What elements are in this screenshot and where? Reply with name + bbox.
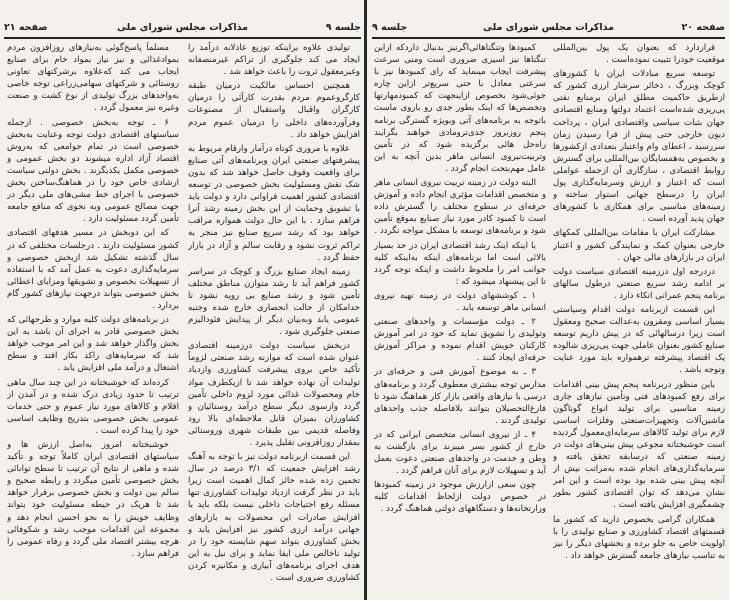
- paragraph: تولیدی علاوه براینکه توزیع عادلانه درآمد را ایجاد می کند جلوگیری از تراکم غیرمنصفانه وغیرمعقول ثروت را باعث خواهد شد .: [188, 43, 360, 78]
- text-column-left: [7, 42, 179, 598]
- paragraph: کمبودها وتنگناهائی‌اگرنیز بدنبال داردکه ازاین تنگناها نیز اسیری ضروری است ومنی سرعت پیشرفت ایجاب مینماید که رای کمبودها نیز با سرعتی معادل با حتی سریع‌تر ازاین چاره جوئی‌شود بخصوص ازاینجهت که کمبودمهارتها وتخصص‌ها که اینک بطور جدی رو باروی ماست باتوجه به برنامه‌های آتی وبویژه گسترگی برنامه پنجم روزبروز جدی‌ترومادی خواهند بگرایند راه‌حل هائی برگزیده شود که در تأمین وتربیت‌نیروی انسانی ماهر بدین آنچه به ‌این عامل مهم‌بتحت انجام گردد .: [374, 43, 546, 174]
- paragraph: مسلماً پاسخ‌گوئی به‌نیازهای روزافزون مردم بموادغذائی و نیز نیاز بمواد خام برای صنایع ایجاب می کند که‌علاوه برشرکتهای تعاونی روستائی و شرکتهای سهامی‌زراعی توجه خاصی به‌واحدهای بزرگ تولیدی از نوع کشت و صنعت وغیره نیز معمول گردد .: [7, 43, 179, 114]
- paragraph: زمینه ایجاد صنایع بزرگ و کوچک در سراسر کشور فراهم آید تا رشد متوازن مناطق مختلف تأمین شود و رشد صنایع بی رویه نشود تا حدامکان از حالت انحصاری خارج شده وجنبه عمومی یابد وبه‌بیان دیگر از پیدایش فئودالیزم صنعتی جلوگیری شود .: [188, 266, 360, 338]
- paragraph: که این دوبخش در مسیر هدفهای اقتصادی کشور مسئولیت دارند . درجلسات مختلفی که در سال گذشته تشکیل شد ازبخش خصوصی و سرمایه‌گذاری دعوت به عمل آمد که با استفاده از تسهیلات بخصوص و تشویقها ومزایای اعطائی بخش خصوصی بتواند درجهت نیازهای کشور گام بردارد .: [7, 228, 179, 311]
- paragraph: ۴ ـ از نیروی انسانی متخصص ایرانی که در خارج از کشور بسر میبرند برای بازگشت به وطن و خدمت در واحدهای صنعتی دعوت بعمل آید و تسهیلات لازم برای آنان فراهم گردد .: [374, 429, 546, 477]
- session-number: جلسه ۹: [372, 22, 408, 33]
- text-column-right: [553, 42, 725, 598]
- paragraph: با اینکه اینک رشد اقتصادی ایران در حد بسیار بالائی است اما برنامه‌های اینکه به‌اینکه کلیه جوانب امر را ملحوظ داشت و اینکه توجه گردد تا این پیشنهاد میشود که :: [374, 240, 546, 287]
- paragraph: در برنامه‌های دولت کلیه موارد و طرحهائی که بخش خصوصی قادر به اجرای آن باشد به این بخش واگذار خواهد شد و این امر موجب خواهد شد که سرمایه‌های راکد بکار افتد و سطح اشتغال و درآمد ملی افزایش یابد .: [7, 315, 179, 374]
- page-number: صفحه ۲۱: [4, 22, 48, 33]
- header-rule: [372, 37, 725, 39]
- paragraph: مشارکت ایران با مقامات بین‌المللی کمکهای خارجی بعنوان کمک و نمایندگی کشور و اعتبار ایران در بازارهای مالی جهان .: [553, 228, 725, 263]
- publication-title: مذاکرات مجلس شورای ملی: [117, 22, 248, 33]
- session-number: جلسه ۹: [325, 22, 361, 33]
- paragraph: همکاران گرامی بخصوص دارید که کشور ما قسمتهای اقتصاد کشاورزی و صنایع تولیدی را با اولویت خاص به جلو برده و بخشهای دیگر را نیز به تناسب نیازهای جامعه گسترش خواهد داد .: [553, 514, 725, 561]
- paragraph: توسعه سریع مبادلات ایران با کشورهای کوچک وبزرگ ، ذخائر سرشار ارزی کشور که ازطریق حاکمیت مطلق ایران برمنابع نفتی پی‌ریزی شده‌است اعتماد دولتها ومنابع اقتصادی جهان بثبات سیاسی واقتصادی ایران ، پرداخت دیون خارجی حتی پیش از فرا رسیدن زمان سررسید ، اعطای وام واعتبار بتعدادی ازکشورها و بخصوص به‌همسایگان بین‌المللی برای گسترش روابط اقتصادی ، سازگاری آن ازجمله عواملی است که اعتبار و ارزش وسرمایه‌گذاری پول ایران را درسطح جهانی استوار ساخته و زمینه‌های مناسبی برای همکاری با کشورهای جهان پدید آورده است .: [553, 69, 725, 225]
- paragraph: ۱ ـ کوششهای دولت در زمینه تهیه نیروی انسانی ماهر توسعه یابد .: [374, 290, 546, 313]
- page-header: [4, 22, 361, 36]
- header-rule: [4, 37, 361, 39]
- paragraph: ۶ ـ توجه به‌بخش خصوصی . ازجمله سیاستهای اقتصادی دولت توجه وعنایت به‌بخش خصوصی است در تمام جوامعی که به‌روش اقتصاد آزاد اداره میشوند دو بخش عمومی و خصوصی مکمل یکدیگرند . بخش دولتی سیاست ارشادی خاص خود را در هماهنگ‌ساختن بخش خصوصی با اجرای خط مشی‌های ملی دیگر در جهت مصالح عمومی وبه نحوی که منافع جامعه تأمین گردد مسئولیت دارد .: [7, 117, 179, 225]
- paragraph: خوشبختانه امروز به‌اصل ارزش ها و سیاستهای اقتصادی ایران کاملاً توجه و تأکید شده و ماهی از نتایج آن ترتیب تا سطح توانائی بخش خصوصی تأمین میگردد و رابطه صحیح و سالم بین دولت و بخش خصوصی برقرار خواهد شد تا هریک در حیطه مسئولیت خود بتواند وظایف خویش را به نحو احسن انجام دهد و مجموعه این اقدامات موجب رشد و شکوفائی هرچه بیشتر اقتصاد ملی گردد و رفاه عمومی را فراهم سازد .: [7, 440, 179, 559]
- right-page: [368, 0, 729, 600]
- paragraph: کرده‌اند که خوشبختانه در این چند سال ماهی ترتیب تا حدود زیادی درک شده و در آمدن از اقلام و کالاهای مورد نیاز عموم و حتی خدمات عمومی بخش خصوصی بتدریج وظایف اساسی خود را پیدا کرده است .: [7, 377, 179, 436]
- paragraph: این قسمت ازبرنامه دولت اقدام وسیاستی بسیار اساسی ومقرون به‌عدالت صحیح ومعقول است زیرا درسالهائی که در پیش داریم توسعه صنایع کشور بعنوان عاملی جهت پی‌ریزی شالوده یک اقتصاد پیشرفته ترهمواره باید مورد عنایت وتوجه باشد .: [553, 304, 725, 376]
- paragraph: قراردارد که بعنوان یک پول بین‌المللی موقعیت خودرا تثبیت نموده‌است .: [553, 43, 725, 66]
- paragraph: باین منظور دربرنامه پنجم پیش بینی اقدامات برای رفع کمبودهای فنی وتأمین نیازهای جاری زمینه مناسبی برای تولید انواع گوناگون ماشین‌آلات وتجهیزات‌صنعتی وفلزات اساسی لازم برای تولید کالاهای سرمایه‌ای‌معمول گردیده است خوشبختانه مجوعی پیش بینی‌های دولت در زمینه صنعتی که درسابقه تحقق یافته و سرمایه‌گذاری‌های انجام شده به‌مراتب بیش از آنچه پیش بینی شده بود بوده است و این امر نشان می‌دهد که توان اقتصادی کشور بطور چشمگیری افزایش یافته است .: [553, 379, 725, 511]
- page-number: صفحه ۲۰: [681, 22, 725, 33]
- page-header: [372, 22, 725, 36]
- publication-title: مذاکرات مجلس شورای ملی: [483, 22, 614, 33]
- paragraph: دردرجه اول درزمینه اقتصادی سیاست دولت بر ادامه رشد سریع صنعتی درطول سالهای برنامه پنجم عمرانی اتکاء دارد .: [553, 266, 725, 301]
- text-column-right: [188, 42, 360, 598]
- paragraph: ۳ ـ به موضوع آموزش فنی و حرفه‌ای در مدارس توجه بیشتری معطوف گردد و برنامه‌های درسی با نیازهای واقعی بازار کار هماهنگ شود تا فارغ‌التحصیلان بتوانند بلافاصله جذب واحدهای تولیدی گردند .: [374, 367, 546, 426]
- paragraph: علاوه با مروری کوتاه درآمار وارقام مربوط به پیشرفتهای صنعتی ایران وبرنامه‌های آتی صنایع برای واقعیت وقوف حاصل خواهد شد که بدون شک نقش ومسئولیت بخش خصوصی در توسعه اقتصادی کشور اهمیت فراوانی دارد و دولت باید با تشویق وحمایت از این بخش زمینه رشد آنرا فراهم سازد . با این حال دولت همواره مراقب خواهد بود که رشد سریع صنایع نیز منجر به تراکم ثروت نشود و رقابت سالم و آزاد در بازار حفظ گردد .: [188, 143, 360, 263]
- paragraph: همچنین احساس مالکیت درمیان طبقه کارگروعموم مردم بقدرت کارآئی را درمیان کارگران واقبال واستقبال از مصنوعات وفرآورده‌های داخلی را درمیان عموم مردم افزایش خواهد داد .: [188, 81, 360, 140]
- page-gutter: [364, 0, 367, 600]
- paragraph: ۲ ـ دولت مؤسسات و واحدهای صنعتی وتولیدی را تشویق نماید که خود در امر آموزش کارکنان خویش اقدام نموده و مراکز آموزش حرفه‌ای ایجاد کنند .: [374, 317, 546, 364]
- paragraph: چون سعی ازارزش موجود در زمینه کمبودها در خصوص دولت ازلحاظ اقدامات کلیه وزارتخانه‌ها و دستگاههای دولتی هماهنگ گردد .: [374, 480, 546, 515]
- paragraph: دربخش سیاست دولت درزمینه اقتصادی عنوان شده است که موازنه رشد صنعتی لزوماً تأکید خاص بروی پیشرفت کشاورزی وازدیاد تولیدات آن نهاده خواهد شد تا ازیکطرف مواد خام ومحصولات غذائی مورد لزوم داخلی تأمین گردد وازسوی دیگر سطح درآمد روستائیان و کشاورزان بمیزان قابل ملاحظه‌ای بالا رود وفاصله قدیمی بین طبقات شهری وروستائی بمقدار روزافزونی تقلیل پذیرد .: [188, 341, 360, 448]
- paragraph: این قسمت ازبرنامه دولت نیز با توجه به آهنگ رشد افزایش جمعیت که ۳/۱ درصد در سال تخمین زده شده حائز کمال اهمیت است زیرا باید در نظر گرفت ازدیاد تولیدات کشاورزی تنها مسئله رفع احتیاجات داخلی نیست بلکه باید با افزایش صادرات این محصولات به بازارهای جهانی درآمد ارزی کشور نیز افزایش یابد و بخش کشاورزی بتواند سهم شایسته خود را در تولید ناخالص ملی ایفا نماید و برای نیل به این هدف اجرای برنامه‌های آبیاری و مکانیزه کردن کشاورزی ضروری است .: [188, 452, 360, 584]
- paragraph: البته دولت در زمینه تربیت نیروی انسانی ماهر و متخصص اقدامات مؤثری انجام داده و آموزش حرفه‌ای در سطوح مختلف را گسترش داده است تا کمبود کادر مورد نیاز صنایع بموقع تأمین شود و برنامه‌های توسعه با مشکل مواجه نگردد .: [374, 178, 546, 237]
- text-column-left: [374, 42, 546, 598]
